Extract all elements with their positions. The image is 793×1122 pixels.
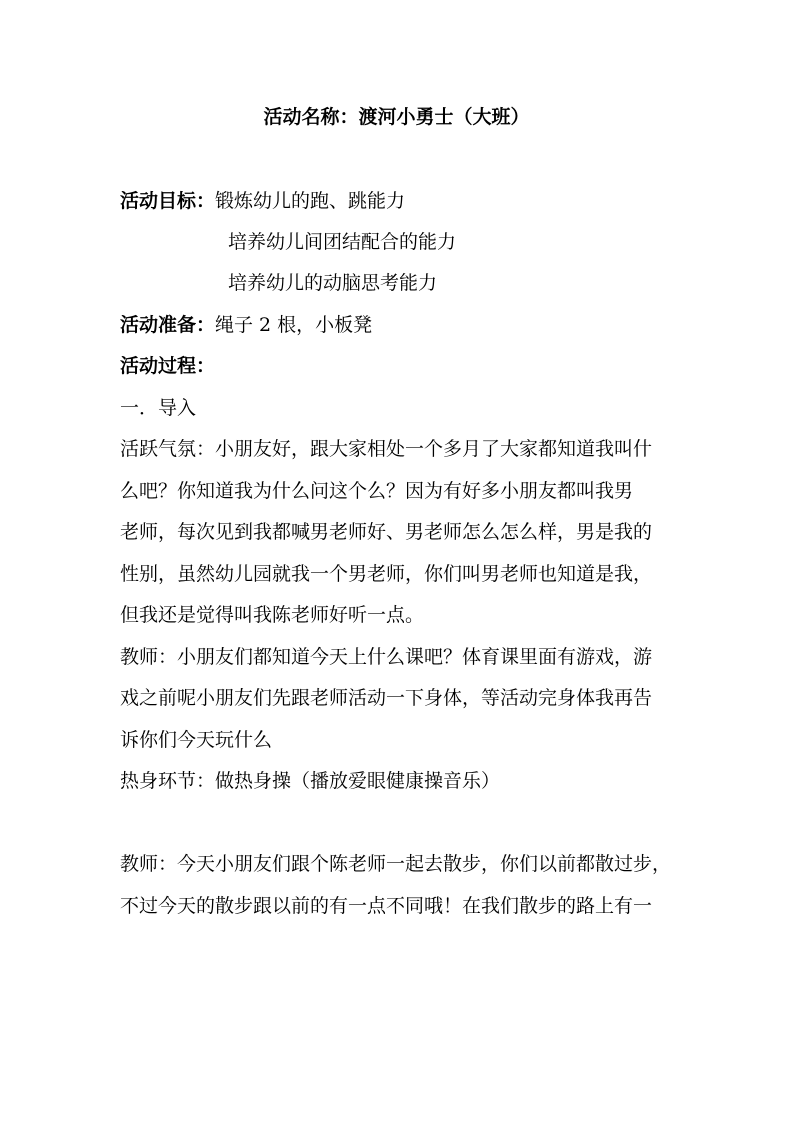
body-line: 教师：今天小朋友们跟个陈老师一起去散步，你们以前都散过步， — [120, 853, 672, 875]
prep-label: 活动准备： — [120, 314, 216, 336]
body-line: 但我还是觉得叫我陈老师好听一点。 — [120, 604, 425, 626]
section-heading: 一．导入 — [120, 397, 197, 419]
document-title: 活动名称：渡河小勇士（大班） — [263, 106, 530, 128]
prep-text: 绳子 2 根，小板凳 — [215, 314, 373, 336]
body-line: 不过今天的散步跟以前的有一点不同哦！在我们散步的路上有一 — [120, 895, 653, 917]
goals-label: 活动目标： — [120, 190, 216, 212]
process-label: 活动过程： — [120, 355, 216, 377]
body-line: 热身环节：做热身操（播放爱眼健康操音乐） — [120, 770, 501, 792]
prep-line — [120, 311, 680, 339]
body-line: 教师：小朋友们都知道今天上什么课吧？体育课里面有游戏，游 — [120, 646, 653, 668]
body-line: 老师，每次见到我都喊男老师好、男老师怎么怎么样，男是我的 — [120, 521, 653, 543]
goal-item: 锻炼幼儿的跑、跳能力 — [215, 190, 406, 212]
goal-item: 培养幼儿间团结配合的能力 — [228, 231, 457, 253]
body-line: 么吧？你知道我为什么问这个么？因为有好多小朋友都叫我男 — [120, 480, 634, 502]
body-line: 戏之前呢小朋友们先跟老师活动一下身体，等活动完身体我再告 — [120, 687, 653, 709]
goals-line — [120, 187, 680, 215]
body-line: 性别，虽然幼儿园就我一个男老师，你们叫男老师也知道是我， — [120, 563, 653, 585]
body-line: 诉你们今天玩什么 — [120, 729, 273, 751]
goal-item: 培养幼儿的动脑思考能力 — [228, 272, 438, 294]
body-line: 活跃气氛：小朋友好，跟大家相处一个多月了大家都知道我叫什 — [120, 438, 653, 460]
